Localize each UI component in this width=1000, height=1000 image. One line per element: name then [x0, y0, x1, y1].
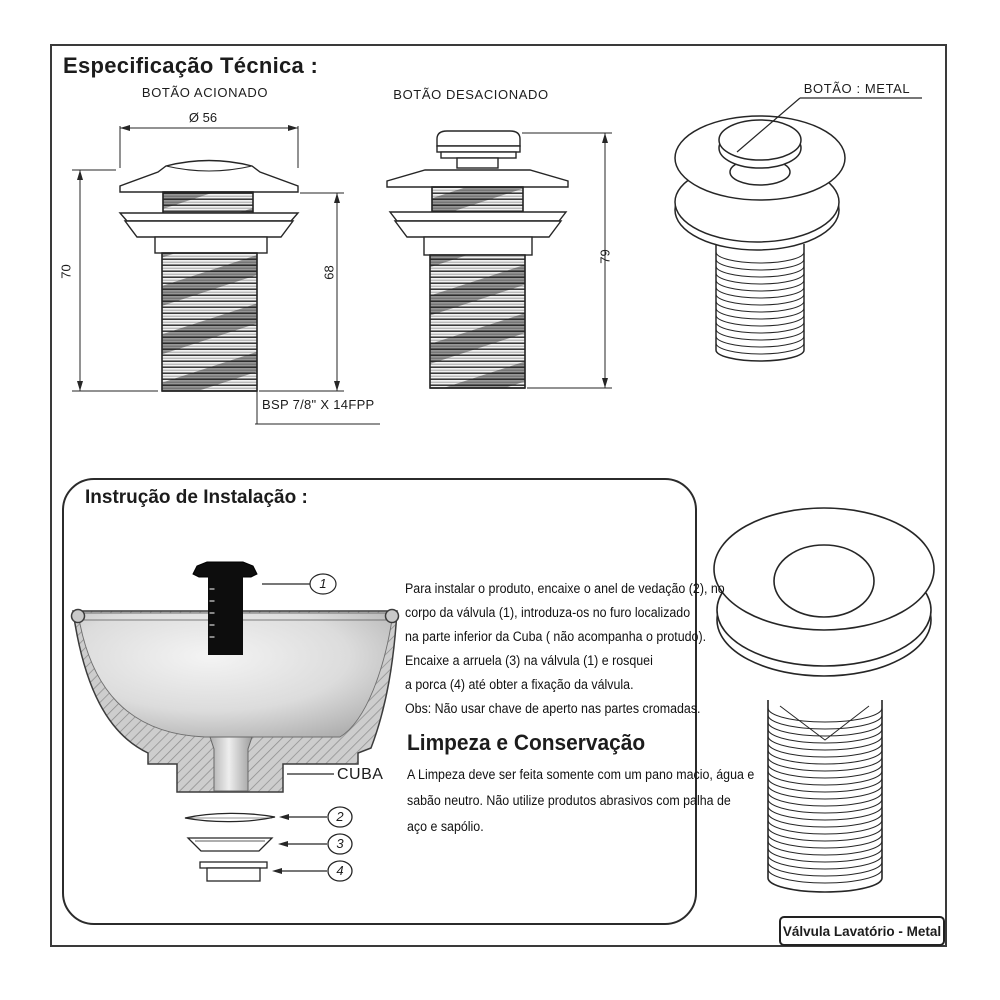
callout-3: 3: [336, 836, 344, 851]
care-line: A Limpeza deve ser feita somente com um pano macio, água e: [407, 767, 755, 782]
label-botao-metal: BOTÃO : METAL: [803, 81, 911, 96]
dimension-height-68: 68: [321, 265, 337, 280]
thread-spec: BSP 7/8" X 14FPP: [262, 397, 375, 412]
care-instructions: [407, 762, 754, 840]
care-line: aço e sapólio.: [407, 819, 484, 834]
instruction-line: Obs: Não usar chave de aperto nas partes cromadas.: [405, 701, 701, 716]
instruction-line: Encaixe a arruela (3) na válvula (1) e rosquei: [405, 653, 653, 668]
cuba-label: CUBA: [337, 766, 384, 783]
label-botao-desacionado: BOTÃO DESACIONADO: [393, 87, 549, 102]
dimension-height-79: 79: [597, 249, 613, 264]
callout-2: 2: [336, 809, 344, 824]
page-title: Especificação Técnica :: [63, 53, 319, 78]
care-title: Limpeza e Conservação: [407, 730, 646, 755]
dimension-diameter: Ø 56: [188, 110, 218, 125]
installation-instructions: [405, 577, 725, 721]
dimension-height-70: 70: [58, 264, 74, 279]
drawing-isometric-small: [675, 98, 922, 361]
callout-1: 1: [319, 576, 327, 591]
product-label: Válvula Lavatório - Metal: [782, 923, 942, 939]
instruction-line: Para instalar o produto, encaixe o anel de vedação (2), no: [405, 581, 725, 596]
care-line: sabão neutro. Não utilize produtos abrasivos com palha de: [407, 793, 731, 808]
instruction-line: corpo da válvula (1), introduza-os no furo localizado: [405, 605, 691, 620]
instruction-line: a porca (4) até obter a fixação da válvula.: [405, 677, 634, 692]
instruction-line: na parte inferior da Cuba ( não acompanha o protudo).: [405, 629, 707, 644]
drawing-botao-desacionado: [387, 131, 612, 388]
label-botao-acionado: BOTÃO ACIONADO: [141, 85, 269, 100]
callout-4: 4: [336, 863, 344, 878]
product-label-box: [779, 916, 945, 946]
installation-title: Instrução de Instalação :: [85, 487, 308, 508]
